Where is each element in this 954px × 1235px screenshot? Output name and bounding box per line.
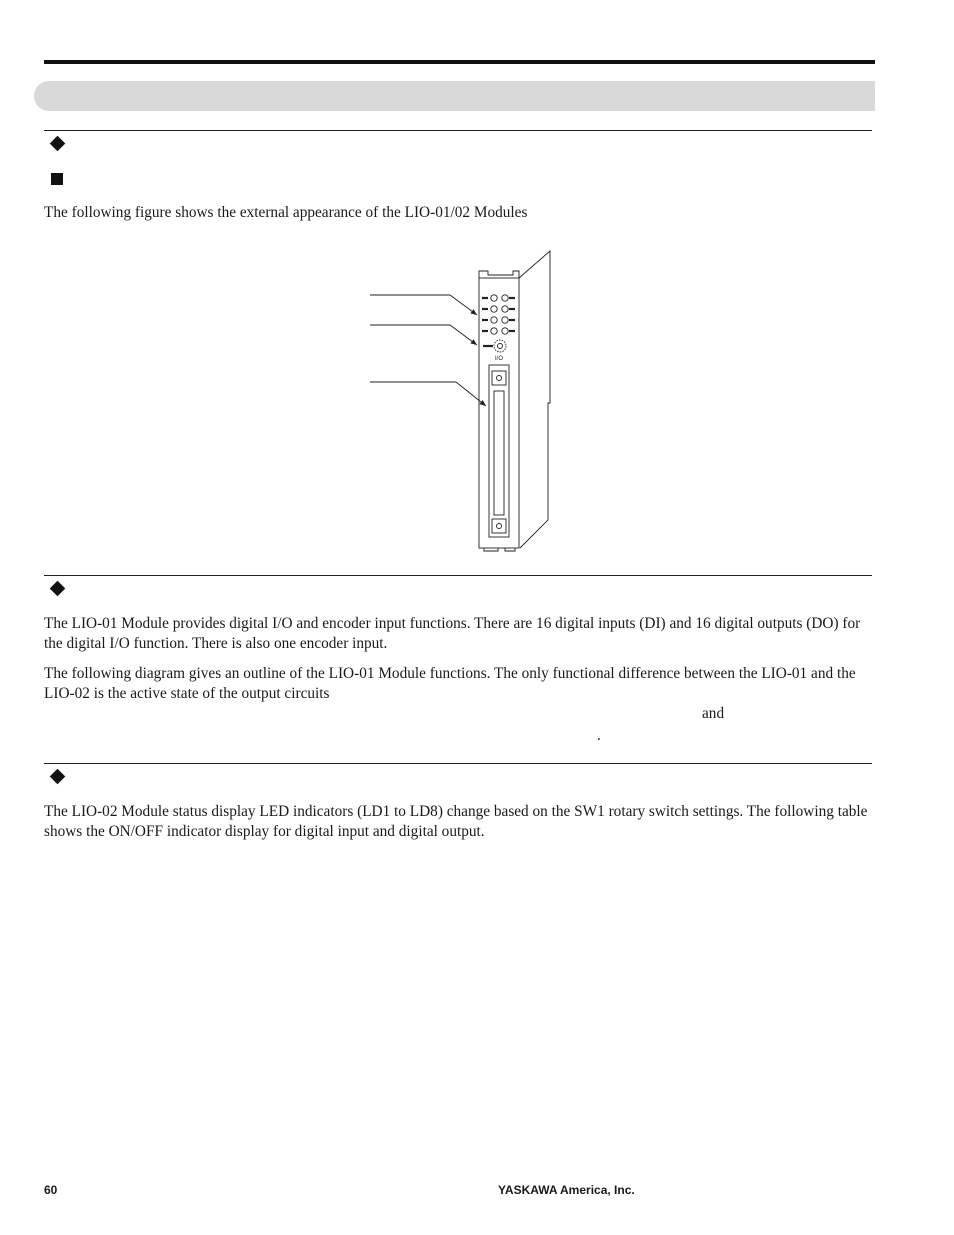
square-bullet-icon bbox=[51, 173, 63, 185]
module-side-panel bbox=[519, 251, 550, 548]
text-fragment-period: . bbox=[597, 727, 601, 744]
module-figure bbox=[360, 245, 560, 555]
leader-switch bbox=[370, 325, 477, 345]
page-number: 60 bbox=[44, 1183, 58, 1197]
leader-connector bbox=[370, 382, 486, 406]
section-rule-2 bbox=[44, 575, 872, 576]
section-title-band bbox=[34, 81, 875, 111]
lio01-outline-text: The following diagram gives an outline of the LIO-01 Module functions. The only functional difference between the LIO-01 and the LIO-02 is the active state of the output circuits bbox=[44, 665, 856, 702]
diamond-bullet-icon bbox=[50, 769, 66, 785]
io-connector bbox=[489, 365, 509, 537]
module-top-tab bbox=[479, 271, 519, 278]
module-front-panel bbox=[479, 278, 519, 548]
rotary-switch-icon bbox=[483, 340, 506, 352]
diamond-bullet-icon bbox=[50, 581, 66, 597]
text-fragment-and: and bbox=[702, 705, 725, 722]
section-rule-3 bbox=[44, 763, 872, 764]
section-rule-1 bbox=[44, 130, 872, 131]
figure-intro-text: The following figure shows the external appearance of the LIO-01/02 Modules bbox=[44, 204, 528, 221]
lio01-description: The LIO-01 Module provides digital I/O and encoder input functions. There are 16 digital inputs (DI) and 16 digital outputs (DO) for the digital I/O function. There is also one encoder input. bbox=[44, 615, 861, 652]
footer-company: YASKAWA America, Inc. bbox=[498, 1183, 635, 1197]
diamond-bullet-icon bbox=[50, 136, 66, 152]
lio02-led-description: The LIO-02 Module status display LED indicators (LD1 to LD8) change based on the SW1 rotary switch settings. The following table shows the ON/OFF indicator display for digital input and digital output. bbox=[44, 803, 868, 840]
led-indicators bbox=[491, 295, 508, 334]
header-rule bbox=[44, 60, 875, 64]
io-panel-label: I/O bbox=[494, 356, 504, 362]
leader-led bbox=[370, 295, 477, 315]
